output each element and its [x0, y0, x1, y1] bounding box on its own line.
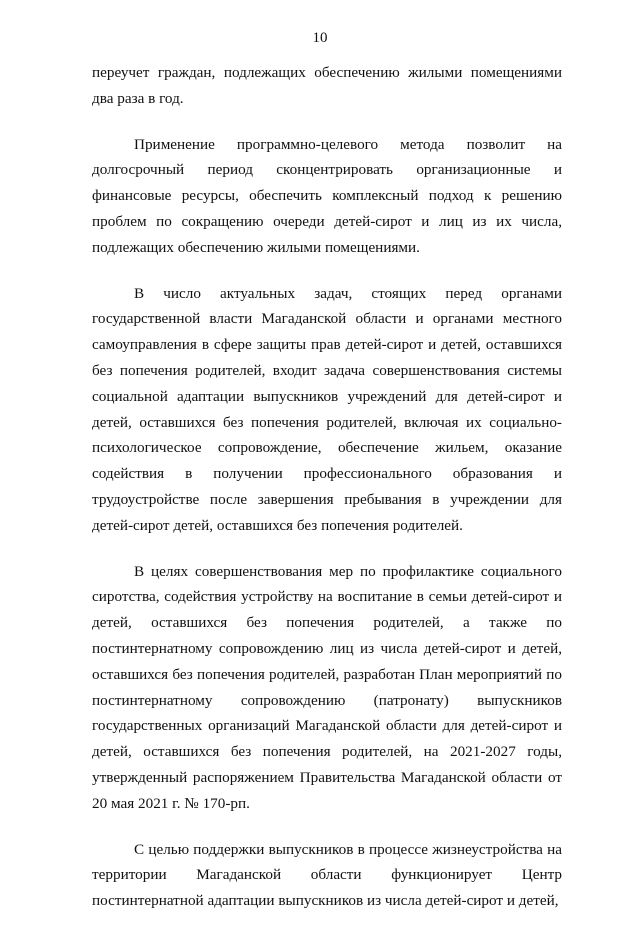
- paragraph-4: В целях совершенствования мер по профилактике социального сиротства, содействия устройству на воспитание в семьи детей-сирот и детей, оставшихся без попечения родителей, а также по постинтернатному сопровождению лиц из числа детей-сирот и детей, оставшихся без попечения родителей, разработан План мероприятий по постинтернатному сопровождению (патронату) выпускников государственных организаций Магаданской области для детей-сирот и детей, оставшихся без попечения родителей, на 2021-2027 годы, утвержденный распоряжением Правительства Магаданской области от 20 мая 2021 г. № 170-рп.: [92, 562, 562, 812]
- page-number: 10: [312, 30, 328, 46]
- paragraph-5: С целью поддержки выпускников в процессе жизнеустройства на территории Магаданской области функционирует Центр постинтернатной адаптации выпускников из числа детей-сирот и детей,: [92, 840, 562, 910]
- paragraph-1: переучет граждан, подлежащих обеспечению жилыми помещениями два раза в год.: [92, 64, 562, 107]
- paragraph-3: В число актуальных задач, стоящих перед органами государственной власти Магаданской области и органами местного самоуправления в сфере защиты прав детей-сирот и детей, оставшихся без попечения родителей, входит задача совершенствования системы социальной адаптации выпускников учреждений для детей-сирот и детей, оставшихся без попечения родителей, включая их социально-психологическое сопровождение, обеспечение жильем, оказание содействия в получении профессионального образования и трудоустройстве после завершения пребывания в учреждении для детей-сирот детей, оставшихся без попечения родителей.: [92, 284, 562, 534]
- paragraph-2: Применение программно-целевого метода позволит на долгосрочный период сконцентрировать организационные и финансовые ресурсы, обеспечить комплексный подход к решению проблем по сокращению очереди детей-сирот и лиц из их числа, подлежащих обеспечению жилыми помещениями.: [92, 135, 562, 256]
- document-body: [92, 60, 562, 934]
